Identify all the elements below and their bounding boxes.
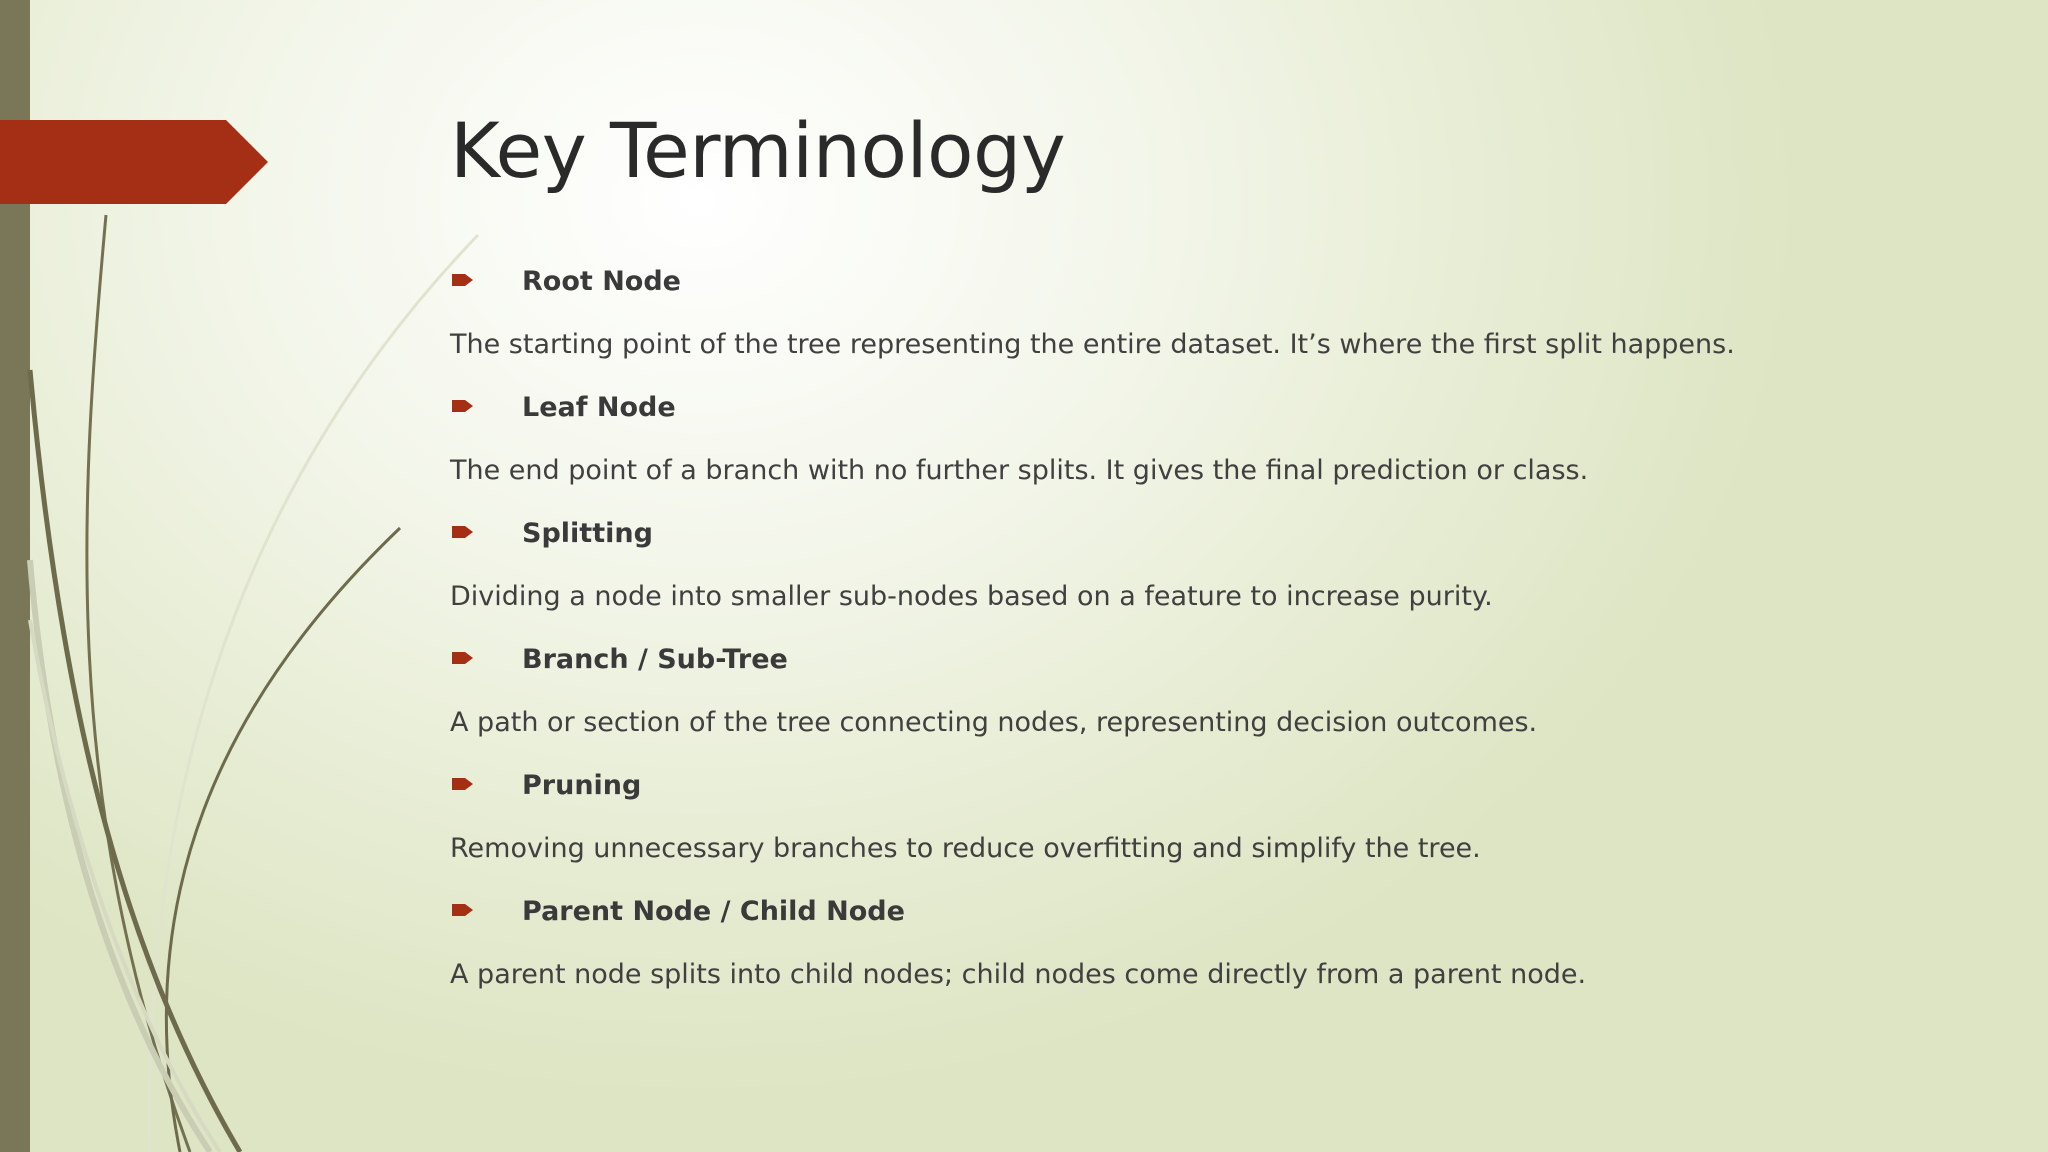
- term-label: Pruning: [522, 770, 642, 801]
- arrow-bullet-icon: [452, 902, 474, 918]
- term-description: A path or section of the tree connecting nodes, representing decision outcomes.: [450, 707, 1538, 738]
- term-description: Removing unnecessary branches to reduce overfitting and simplify the tree.: [450, 833, 1481, 864]
- term-description: The end point of a branch with no further splits. It gives the final prediction or class.: [450, 455, 1589, 486]
- term-label: Root Node: [522, 266, 681, 297]
- arrow-bullet-icon: [452, 650, 474, 666]
- list-item-term: [450, 880, 1950, 943]
- term-description: The starting point of the tree representing the entire dataset. It’s where the first split happens.: [450, 329, 1735, 360]
- arrow-bullet-icon: [452, 776, 474, 792]
- term-description: A parent node splits into child nodes; child nodes come directly from a parent node.: [450, 959, 1587, 990]
- list-item-term: [450, 502, 1950, 565]
- arrow-bullet-icon: [452, 272, 474, 288]
- list-item-term: [450, 250, 1950, 313]
- slide-title: Key Terminology: [450, 106, 1066, 195]
- term-label: Leaf Node: [522, 392, 676, 423]
- title-arrow-shape: [0, 120, 268, 204]
- list-item-term: [450, 628, 1950, 691]
- term-description: Dividing a node into smaller sub-nodes based on a feature to increase purity.: [450, 581, 1493, 612]
- list-item-term: [450, 754, 1950, 817]
- term-label: Splitting: [522, 518, 653, 549]
- term-label: Branch / Sub-Tree: [522, 644, 788, 675]
- arrow-bullet-icon: [452, 398, 474, 414]
- arrow-bullet-icon: [452, 524, 474, 540]
- terminology-list: [450, 250, 1950, 1006]
- term-label: Parent Node / Child Node: [522, 896, 905, 927]
- list-item-term: [450, 376, 1950, 439]
